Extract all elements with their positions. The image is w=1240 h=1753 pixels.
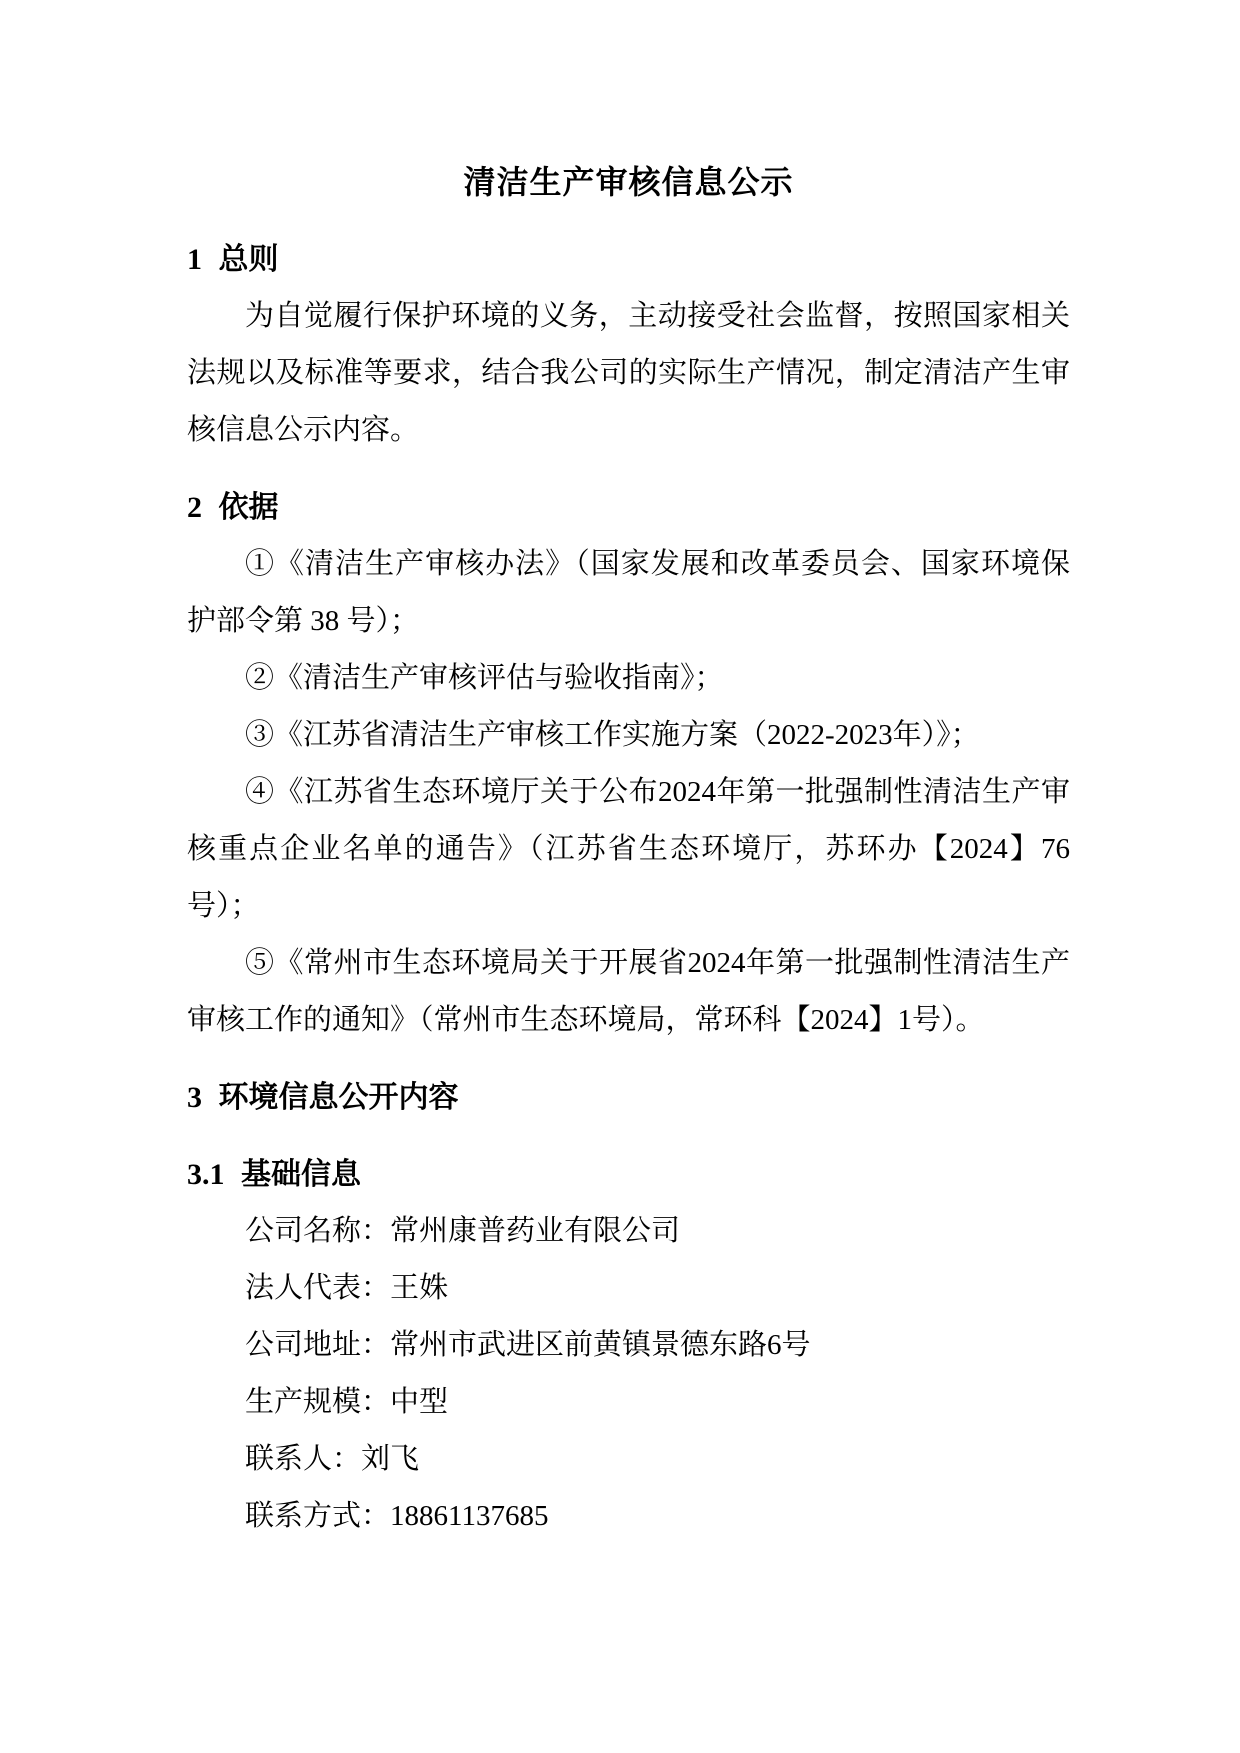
field-value: 常州市武进区前黄镇景德东路6号 [390,1329,811,1361]
heading-number: 1 [187,243,202,276]
field-production-scale [187,1374,1070,1431]
section-3-1-heading [187,1146,1070,1203]
field-label: 联系人： [245,1443,362,1475]
field-legal-representative [187,1260,1070,1317]
heading-text: 基础信息 [241,1158,361,1191]
section-2-heading [187,479,1070,536]
field-label: 公司名称： [245,1215,391,1247]
heading-text: 总则 [218,243,279,276]
field-label: 法人代表： [245,1272,391,1304]
field-contact-phone [187,1488,1070,1545]
field-company-name [187,1203,1070,1260]
basis-item-5: ⑤《常州市生态环境局关于开展省2024年第一批强制性清洁生产审核工作的通知》（常州市生态环境局，常环科【2024】1号）。 [187,947,1070,1036]
basis-item-3: ③《江苏省清洁生产审核工作实施方案（2022-2023年）》； [245,719,980,751]
document-title: 清洁生产审核信息公示 [463,164,794,200]
field-value: 18861137685 [390,1500,549,1532]
heading-number: 3 [187,1081,202,1114]
basis-item-1: ①《清洁生产审核办法》（国家发展和改革委员会、国家环境保护部令第 38 号）； [187,548,1070,637]
heading-number: 3.1 [187,1158,225,1191]
field-value: 中型 [390,1386,449,1418]
field-value: 常州康普药业有限公司 [390,1215,681,1247]
heading-text: 环境信息公开内容 [218,1081,459,1114]
field-label: 公司地址： [245,1329,391,1361]
field-value: 刘飞 [361,1443,420,1475]
heading-text: 依据 [218,491,279,524]
field-company-address [187,1317,1070,1374]
basis-item-2: ②《清洁生产审核评估与验收指南》； [245,662,724,694]
field-contact-person [187,1431,1070,1488]
heading-number: 2 [187,491,202,524]
section-3-heading [187,1069,1070,1126]
basis-item-4: ④《江苏省生态环境厅关于公布2024年第一批强制性清洁生产审核重点企业名单的通告》（江苏省生态环境厅，苏环办【2024】76号）； [187,776,1070,922]
field-value: 王姝 [390,1272,449,1304]
general-principles-paragraph: 为自觉履行保护环境的义务，主动接受社会监督，按照国家相关法规以及标准等要求，结合我公司的实际生产情况，制定清洁产生审核信息公示内容。 [187,300,1070,446]
field-label: 联系方式： [245,1500,391,1532]
section-1-heading [187,231,1070,288]
field-label: 生产规模： [245,1386,391,1418]
